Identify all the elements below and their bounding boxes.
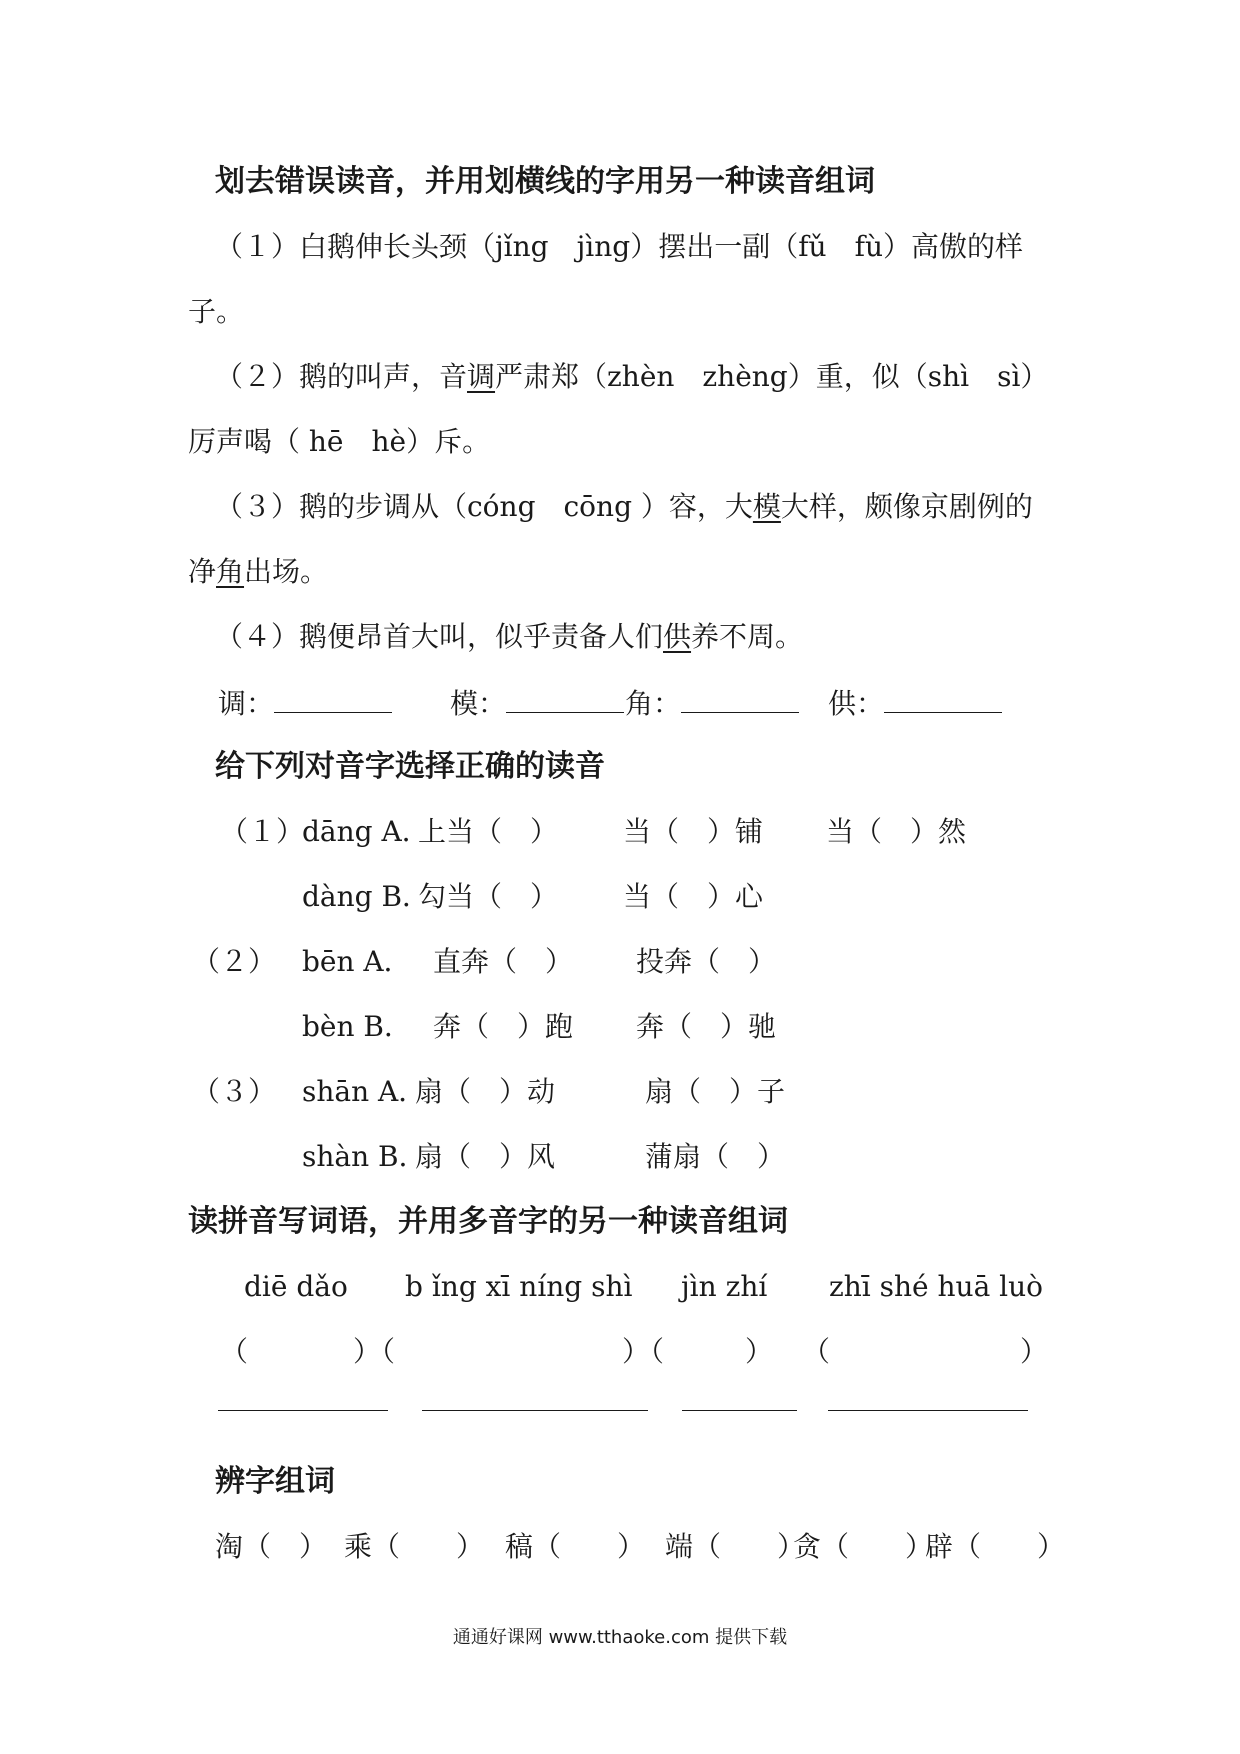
- row3-number: （２）: [192, 945, 277, 978]
- row5-option-a: 扇（ ）动: [415, 1075, 556, 1108]
- row6-option-b: 蒲扇（ ）: [645, 1140, 786, 1173]
- row1-number: （１）: [220, 815, 305, 848]
- underlined-char-jiao: 角: [216, 555, 245, 588]
- row1-option-c: 当（ ）然: [826, 815, 967, 848]
- underlined-char-mo: 模: [752, 490, 781, 523]
- fill-row-tiao: [218, 682, 392, 724]
- row2-option-b: 当（ ）心: [623, 880, 764, 913]
- row1-pinyin: dāng A．: [302, 815, 430, 848]
- section3-title: 读拼音写词语，并用多音字的另一种读音组词: [188, 1204, 788, 1239]
- row3-option-b: 投奔（ ）: [636, 945, 777, 978]
- question-3-line-1: [215, 487, 1033, 527]
- section4-title: 辨字组词: [215, 1464, 335, 1499]
- pinyin-3: jìn zhí: [681, 1270, 768, 1303]
- row6-option-a: 扇（ ）风: [415, 1140, 556, 1173]
- row5-option-b: 扇（ ）子: [645, 1075, 786, 1108]
- question-3-text-b: 大样，颇像京剧例的: [780, 490, 1033, 523]
- fill-row-jiao: [625, 682, 799, 724]
- fill-label-mo: 模：: [450, 687, 507, 720]
- question-4-text-b: 养不周。: [691, 620, 804, 653]
- answer-blank-mo[interactable]: [506, 682, 624, 713]
- answer-blank-jiao[interactable]: [681, 682, 799, 713]
- section1-title: 划去错误读音，并用划横线的字用另一种读音组词: [215, 164, 875, 199]
- paren-close-3: ）: [745, 1335, 774, 1368]
- answer-line-4[interactable]: [828, 1410, 1028, 1411]
- fill-label-jiao: 角：: [625, 687, 682, 720]
- question-3-text-a: （３）鹅的步调从（cóng cōng ）容，大: [215, 490, 753, 523]
- answer-line-3[interactable]: [682, 1410, 797, 1411]
- char-item-gao: 稿（ ）: [505, 1530, 646, 1563]
- question-4-text-a: （４）鹅便昂首大叫，似乎责备人们: [215, 620, 664, 653]
- paren-pair-2-3: ）（: [622, 1335, 665, 1368]
- paren-open-1: （: [220, 1335, 249, 1368]
- question-1-line-1: （１）白鹅伸长头颈（jǐng jìng）摆出一副（fǔ fù）高傲的样: [215, 230, 1023, 263]
- row3-pinyin: bēn A．: [302, 945, 412, 978]
- question-4-line: [215, 617, 803, 657]
- pinyin-1: diē dǎo: [244, 1270, 348, 1303]
- row6-pinyin: shàn B．: [302, 1140, 427, 1173]
- page-footer: 通通好课网 www.tthaoke.com 提供下载: [452, 1627, 788, 1648]
- fill-label-gong: 供：: [828, 687, 885, 720]
- row5-pinyin: shān A．: [302, 1075, 427, 1108]
- answer-blank-gong[interactable]: [884, 682, 1002, 713]
- answer-line-1[interactable]: [218, 1410, 388, 1411]
- row1-option-a: 上当（ ）: [418, 815, 559, 848]
- row4-pinyin: bèn B．: [302, 1010, 413, 1043]
- char-item-pi: 辟（ ）: [925, 1530, 1066, 1563]
- section2-title: 给下列对音字选择正确的读音: [215, 749, 605, 784]
- row2-pinyin: dàng B．: [302, 880, 431, 913]
- fill-row-gong: [828, 682, 1002, 724]
- row3-option-a: 直奔（ ）: [433, 945, 574, 978]
- row4-option-a: 奔（ ）跑: [433, 1010, 574, 1043]
- char-item-cheng: 乘（ ）: [344, 1530, 485, 1563]
- answer-blank-tiao[interactable]: [274, 682, 392, 713]
- row5-number: （３）: [192, 1075, 277, 1108]
- row2-option-a: 勾当（ ）: [418, 880, 559, 913]
- pinyin-2: b ǐng xī níng shì: [405, 1270, 633, 1303]
- fill-label-tiao: 调：: [218, 687, 275, 720]
- question-2-text-a: （２）鹅的叫声，音: [215, 360, 468, 393]
- underlined-char-tiao: 调: [467, 360, 496, 393]
- paren-pair-1-2: ）（: [353, 1335, 396, 1368]
- question-3-line-2: [188, 552, 328, 592]
- pinyin-4: zhī shé huā luò: [829, 1270, 1044, 1303]
- question-1-line-2: 子。: [188, 295, 245, 328]
- paren-close-4: ）: [1020, 1335, 1049, 1368]
- char-item-duan: 端（ ）: [665, 1530, 806, 1563]
- underlined-char-gong: 供: [663, 620, 692, 653]
- paren-open-4: （: [802, 1335, 831, 1368]
- row4-option-b: 奔（ ）驰: [636, 1010, 777, 1043]
- question-3-text-d: 出场。: [244, 555, 329, 588]
- question-3-text-c: 净: [188, 555, 217, 588]
- answer-line-2[interactable]: [422, 1410, 648, 1411]
- question-2-line-2: 厉声喝（ hē hè）斥。: [188, 425, 491, 458]
- row1-option-b: 当（ ）铺: [623, 815, 764, 848]
- fill-row-mo: [450, 682, 624, 724]
- question-2-text-b: 严肃郑（zhèn zhèng）重，似（shì sì）: [495, 360, 1049, 393]
- question-2-line-1: [215, 357, 1048, 397]
- char-item-tan: 贪（ ）: [793, 1530, 934, 1563]
- char-item-tao: 淘（ ）: [215, 1530, 328, 1563]
